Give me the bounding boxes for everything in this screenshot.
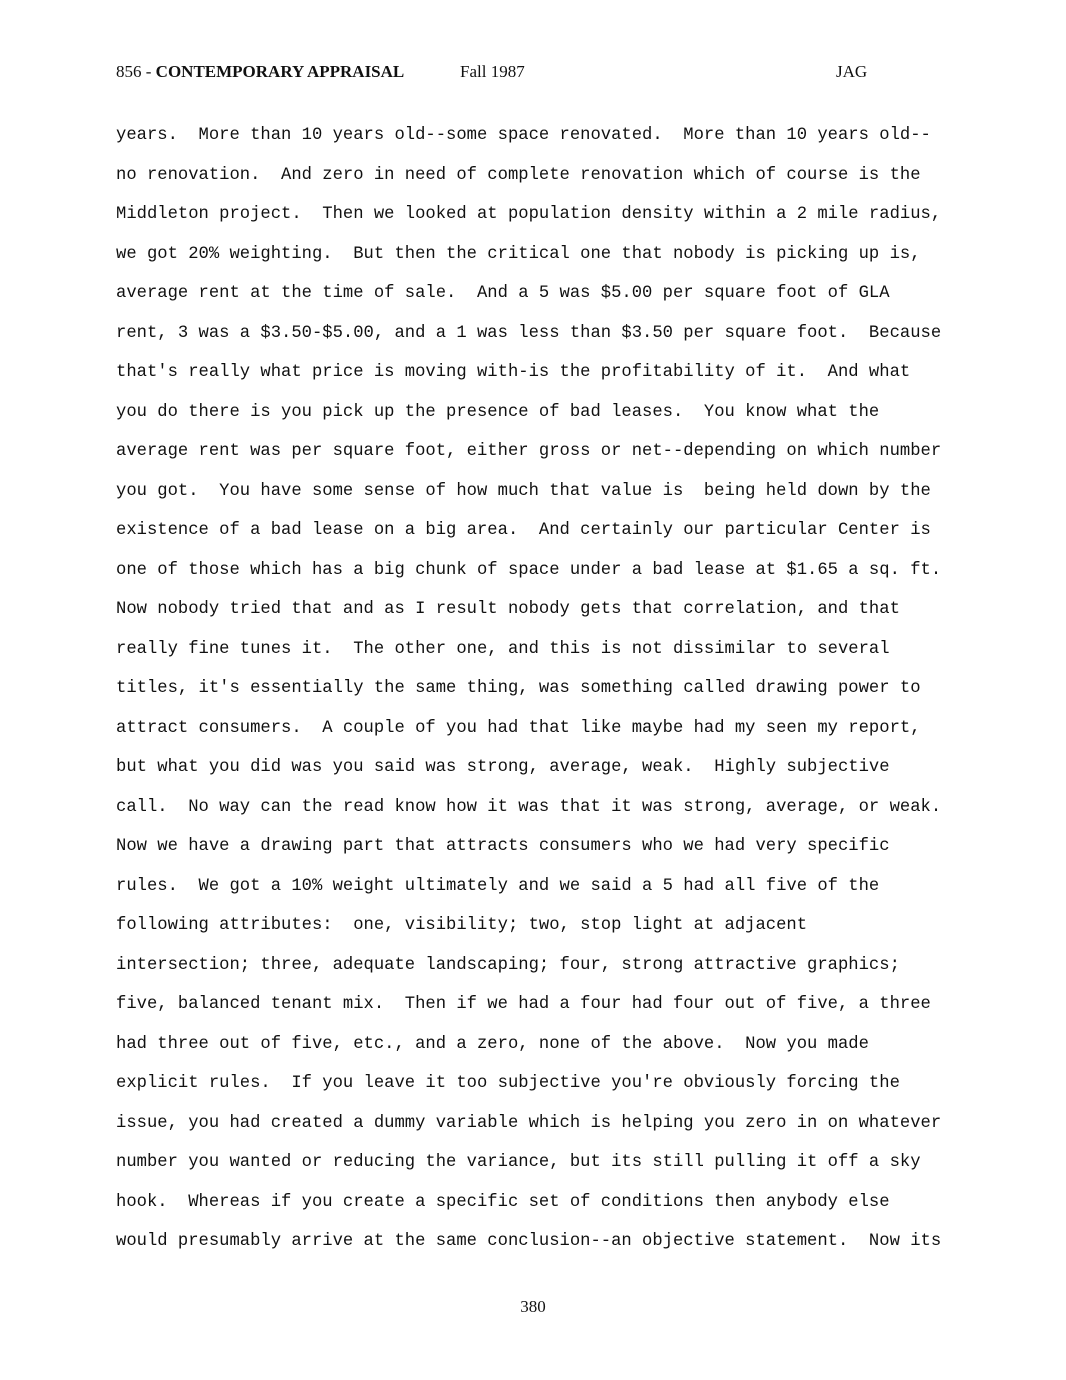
author-initials: JAG [836, 62, 868, 81]
text-line: really fine tunes it. The other one, and this is not dissimilar to several [116, 639, 890, 659]
page-number: 380 [520, 1297, 546, 1316]
text-line: Now nobody tried that and as I result nobody gets that correlation, and that [116, 600, 900, 619]
text-line: following attributes: one, visibility; two, stop light at adjacent [116, 916, 808, 935]
text-line: call. No way can the read know how it was that it was strong, average, or weak. [116, 797, 942, 817]
page-header [116, 62, 876, 84]
text-line: would presumably arrive at the same conclusion--an objective statement. Now its [116, 1232, 942, 1251]
text-line: explicit rules. If you leave it too subjective you're obviously forcing the [116, 1074, 900, 1093]
text-line: intersection; three, adequate landscaping; four, strong attractive graphics; [116, 955, 900, 975]
text-line: average rent at the time of sale. And a 5 was $5.00 per square foot of GLA [116, 284, 890, 303]
text-line: but what you did was you said was strong, average, weak. Highly subjective [116, 758, 890, 777]
text-line: rules. We got a 10% weight ultimately and we said a 5 had all five of the [116, 876, 880, 896]
course-number: 856 - [116, 62, 156, 81]
text-line: attract consumers. A couple of you had that like maybe had my seen my report, [116, 718, 921, 738]
text-line: no renovation. And zero in need of complete renovation which of course is the [116, 165, 921, 185]
text-line: titles, it's essentially the same thing, was something called drawing power to [116, 679, 921, 698]
text-line: hook. Whereas if you create a specific set of conditions then anybody else [116, 1192, 890, 1212]
text-line: number you wanted or reducing the variance, but its still pulling it off a sky [116, 1153, 921, 1172]
text-line: you do there is you pick up the presence of bad leases. You know what the [116, 402, 880, 422]
text-line: we got 20% weighting. But then the critical one that nobody is picking up is, [116, 244, 921, 264]
text-line: one of those which has a big chunk of space under a bad lease at $1.65 a sq. ft. [116, 560, 942, 580]
text-line: you got. You have some sense of how much that value is being held down by the [116, 481, 931, 501]
transcript-body [116, 122, 956, 1268]
text-line: five, balanced tenant mix. Then if we had a four had four out of five, a three [116, 995, 931, 1014]
text-line: that's really what price is moving with-is the profitability of it. And what [116, 363, 911, 382]
text-line: rent, 3 was a $3.50-$5.00, and a 1 was less than $3.50 per square foot. Because [116, 323, 942, 343]
text-line: had three out of five, etc., and a zero, none of the above. Now you made [116, 1034, 869, 1054]
course-heading [116, 62, 404, 82]
term-label: Fall 1987 [460, 62, 525, 81]
text-line: Middleton project. Then we looked at population density within a 2 mile radius, [116, 205, 942, 224]
course-title: CONTEMPORARY APPRAISAL [155, 62, 405, 81]
text-line: Now we have a drawing part that attracts consumers who we had very specific [116, 837, 890, 856]
text-line: existence of a bad lease on a big area. And certainly our particular Center is [116, 521, 931, 540]
text-line: average rent was per square foot, either gross or net--depending on which number [116, 442, 942, 461]
text-line: years. More than 10 years old--some space renovated. More than 10 years old-- [116, 126, 931, 145]
text-line: issue, you had created a dummy variable which is helping you zero in on whatever [116, 1113, 942, 1133]
